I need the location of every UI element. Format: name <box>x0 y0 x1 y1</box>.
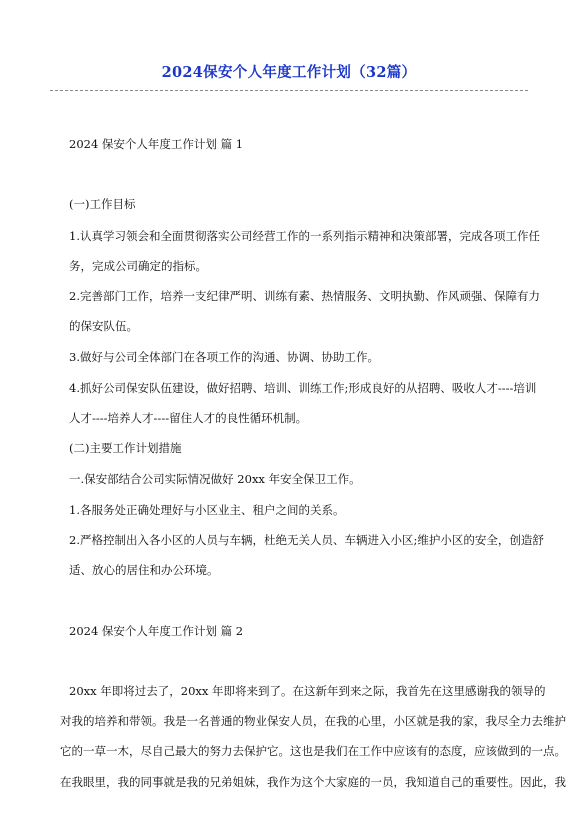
paragraph-line: 2.完善部门工作，培养一支纪律严明、训练有素、热情服务、文明执勤、作风顽强、保障有力 <box>69 289 540 303</box>
subheading: (一)工作目标 <box>69 197 136 211</box>
paragraph-line: 4.抓好公司保安队伍建设，做好招聘、培训、训练工作;形成良好的从招聘、吸收人才----培训 <box>69 381 537 395</box>
paragraph-line: 的保安队伍。 <box>69 319 138 333</box>
paragraph-line: 3.做好与公司全体部门在各项工作的沟通、协调、协助工作。 <box>69 350 379 364</box>
subheading: (二)主要工作计划措施 <box>69 441 182 455</box>
paragraph-line: 一.保安部结合公司实际情况做好 20xx 年安全保卫工作。 <box>69 472 361 486</box>
paragraph-line: 20xx 年即将过去了，20xx 年即将来到了。在这新年到来之际，我首先在这里感谢我的领导的 <box>69 684 546 698</box>
paragraph-line: 人才----培养人才----留住人才的良性循环机制。 <box>69 411 308 425</box>
paragraph-line: 务，完成公司确定的指标。 <box>69 259 207 273</box>
paragraph-line: 在我眼里，我的同事就是我的兄弟姐妹，我作为这个大家庭的一员，我知道自己的重要性。因此，我 <box>60 775 566 789</box>
section-heading: 2024 保安个人年度工作计划 篇 2 <box>69 624 244 638</box>
paragraph-line: 1.各服务处正确处理好与小区业主、租户之间的关系。 <box>69 503 345 517</box>
paragraph-line: 它的一草一木，尽自己最大的努力去保护它。这也是我们在工作中应该有的态度，应该做到的一点。 <box>60 744 566 758</box>
section-heading: 2024 保安个人年度工作计划 篇 1 <box>69 137 244 151</box>
paragraph-line: 2.严格控制出入各小区的人员与车辆，杜绝无关人员、车辆进入小区;维护小区的安全，创造舒 <box>69 533 544 547</box>
document-title: 2024保安个人年度工作计划（32篇） <box>161 64 417 81</box>
paragraph-line: 1.认真学习领会和全面贯彻落实公司经营工作的一系列指示精神和决策部署，完成各项工作任 <box>69 229 540 243</box>
paragraph-line: 适、放心的居住和办公环境。 <box>69 563 219 577</box>
paragraph-line: 对我的培养和带领。我是一名普通的物业保安人员，在我的心里，小区就是我的家，我尽全力去维护 <box>60 714 566 728</box>
